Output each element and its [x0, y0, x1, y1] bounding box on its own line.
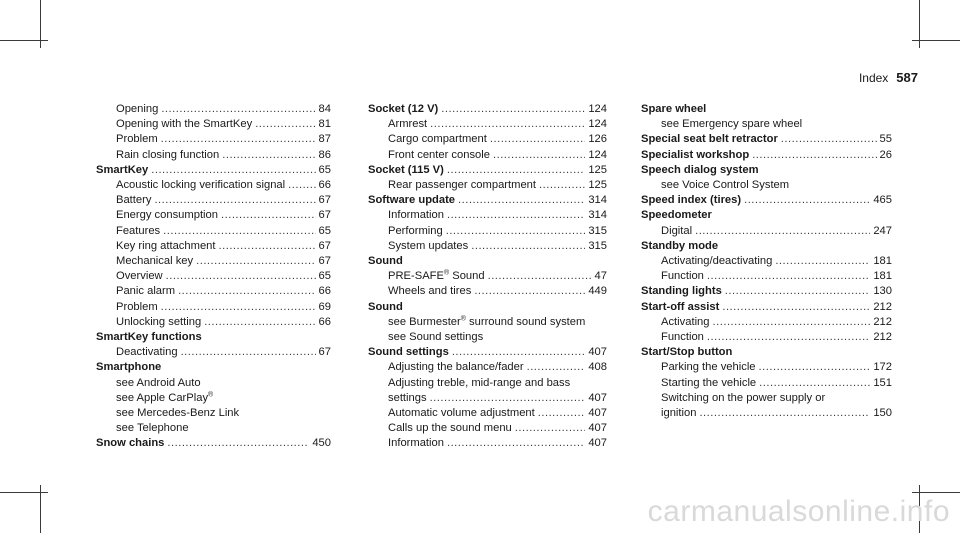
page-ref[interactable]: 407: [588, 422, 607, 435]
index-subentry: [368, 330, 607, 345]
index-subentry: [641, 391, 892, 406]
dot-leader: [759, 376, 870, 391]
page-number: 587: [896, 70, 918, 85]
index-subentry: [641, 224, 892, 239]
dot-leader: [255, 117, 315, 132]
entry-text: Sound settings: [368, 346, 449, 359]
entry-text: Cargo compartment: [388, 133, 487, 146]
entry-text: Special seat belt retractor: [641, 133, 778, 146]
entry-text: Switching on the power supply or: [661, 391, 826, 404]
index-subentry: [368, 132, 607, 147]
entry-text: Overview: [116, 270, 163, 283]
index-subentry: [368, 391, 607, 406]
index-subentry: [368, 406, 607, 421]
entry-text: Unlocking setting: [116, 315, 202, 328]
index-entry: [368, 345, 607, 360]
index-entry: [641, 132, 892, 147]
dot-leader: [474, 284, 585, 299]
page-ref[interactable]: 407: [588, 437, 607, 450]
page-ref[interactable]: 66: [318, 179, 331, 192]
index-subentry: [368, 315, 607, 330]
crop-mark: [912, 492, 960, 493]
dot-leader: [167, 436, 309, 451]
dot-leader: [471, 239, 585, 254]
dot-leader: [775, 254, 870, 269]
index-entry: [641, 102, 892, 117]
index-entry: [96, 163, 331, 178]
page-ref[interactable]: 150: [873, 407, 892, 420]
page-ref[interactable]: 67: [318, 255, 331, 268]
index-subentry: [96, 193, 331, 208]
entry-text: Software update: [368, 194, 456, 207]
entry-text: Sound: [368, 300, 403, 313]
page-ref[interactable]: 125: [588, 179, 607, 192]
index-subentry: [641, 178, 892, 193]
entry-text: Information: [388, 209, 444, 222]
entry-text: Activating: [661, 315, 710, 328]
index-subentry: [368, 376, 607, 391]
entry-text: see Mercedes-Benz Link: [116, 407, 240, 420]
dot-leader: [699, 406, 870, 421]
page-ref[interactable]: 66: [318, 315, 331, 328]
page-ref[interactable]: 86: [318, 148, 331, 161]
page-ref[interactable]: 67: [318, 239, 331, 252]
page-header: [859, 70, 918, 85]
entry-text: Function: [661, 270, 704, 283]
page-ref[interactable]: 125: [588, 163, 607, 176]
index-subentry: [96, 391, 331, 406]
index-subentry: [96, 376, 331, 391]
page-ref[interactable]: 212: [873, 331, 892, 344]
entry-text: see Apple CarPlay®: [116, 391, 214, 404]
dot-leader: [707, 269, 870, 284]
entry-text: ignition: [661, 407, 697, 420]
dot-leader: [161, 300, 316, 315]
entry-text: Speed index (tires): [641, 194, 742, 207]
index-subentry: [96, 117, 331, 132]
index-subentry: [96, 406, 331, 421]
dot-leader: [219, 239, 316, 254]
dot-leader: [288, 178, 315, 193]
index-subentry: [368, 284, 607, 299]
index-subentry: [368, 208, 607, 223]
page-ref[interactable]: 247: [873, 224, 892, 237]
index-entry: [641, 345, 892, 360]
page-ref[interactable]: 181: [873, 255, 892, 268]
entry-text: Start-off assist: [641, 300, 720, 313]
dot-leader: [515, 421, 586, 436]
dot-leader: [488, 269, 592, 284]
entry-text: Features: [116, 224, 161, 237]
index-subentry: [368, 117, 607, 132]
dot-leader: [452, 345, 586, 360]
dot-leader: [204, 315, 315, 330]
page-ref[interactable]: 81: [318, 118, 331, 131]
entry-text: Information: [388, 437, 444, 450]
entry-text: Calls up the sound menu: [388, 422, 512, 435]
index-entry: [368, 102, 607, 117]
page-ref[interactable]: 67: [318, 209, 331, 222]
dot-leader: [725, 284, 871, 299]
page-ref[interactable]: 69: [318, 300, 331, 313]
entry-text: System updates: [388, 239, 469, 252]
dot-leader: [707, 330, 870, 345]
entry-text: Spare wheel: [641, 103, 707, 115]
dot-leader: [430, 117, 585, 132]
dot-leader: [447, 208, 585, 223]
dot-leader: [154, 193, 315, 208]
entry-text: Standby mode: [641, 239, 719, 252]
index-column-3: [641, 102, 892, 421]
entry-text: Speech dialog system: [641, 163, 759, 176]
dot-leader: [781, 132, 877, 147]
index-subentry: [641, 117, 892, 132]
entry-text: Start/Stop button: [641, 346, 733, 359]
page-ref[interactable]: 124: [588, 103, 607, 115]
index-subentry: [96, 132, 331, 147]
dot-leader: [695, 224, 870, 239]
entry-text: Deactivating: [116, 346, 178, 359]
index-subentry: [96, 300, 331, 315]
dot-leader: [744, 193, 870, 208]
entry-text: Problem: [116, 300, 158, 313]
entry-text: Panic alarm: [116, 285, 176, 298]
index-subentry: [641, 376, 892, 391]
index-subentry: [96, 148, 331, 163]
entry-text: Function: [661, 331, 704, 344]
index-subentry: [96, 239, 331, 254]
entry-text: Opening with the SmartKey: [116, 118, 253, 131]
index-subentry: [96, 284, 331, 299]
entry-text: see Telephone: [116, 422, 189, 435]
entry-text: Standing lights: [641, 285, 722, 298]
index-subentry: [368, 178, 607, 193]
dot-leader: [490, 132, 585, 147]
entry-text: Performing: [388, 224, 443, 237]
index-subentry: [96, 224, 331, 239]
entry-text: Mechanical key: [116, 255, 194, 268]
entry-text: Armrest: [388, 118, 428, 131]
index-entry: [641, 208, 892, 223]
entry-text: Adjusting the balance/fader: [388, 361, 524, 374]
page-ref[interactable]: 465: [873, 194, 892, 207]
page-ref[interactable]: 181: [873, 270, 892, 283]
dot-leader: [151, 163, 315, 178]
index-entry: [641, 193, 892, 208]
index-subentry: [368, 421, 607, 436]
index-subentry: [368, 239, 607, 254]
page-ref[interactable]: 126: [588, 133, 607, 146]
index-entry: [641, 148, 892, 163]
index-column-2: [368, 102, 607, 452]
index-subentry: [96, 269, 331, 284]
entry-text: Rain closing function: [116, 148, 220, 161]
entry-text: settings: [388, 391, 427, 404]
crop-mark: [912, 40, 960, 41]
page-ref[interactable]: 315: [588, 239, 607, 252]
page-ref[interactable]: 151: [873, 376, 892, 389]
dot-leader: [166, 269, 316, 284]
entry-text: Automatic volume adjustment: [388, 407, 535, 420]
page-ref[interactable]: 315: [588, 224, 607, 237]
watermark: carmanualsonline.info: [647, 495, 950, 528]
index-entry: [96, 360, 331, 375]
entry-text: Front center console: [388, 148, 490, 161]
entry-text: Key ring attachment: [116, 239, 216, 252]
index-subentry: [641, 330, 892, 345]
dot-leader: [178, 284, 315, 299]
entry-text: Activating/deactivating: [661, 255, 773, 268]
entry-text: see Voice Control System: [661, 179, 790, 192]
page-ref[interactable]: 87: [318, 133, 331, 146]
entry-text: Adjusting treble, mid-range and bass: [388, 376, 571, 389]
entry-text: Smartphone: [96, 361, 162, 374]
dot-leader: [752, 148, 876, 163]
index-entry: [96, 330, 331, 345]
entry-text: Battery: [116, 194, 152, 207]
dot-leader: [161, 102, 315, 117]
entry-text: Speedometer: [641, 209, 712, 222]
dot-leader: [447, 436, 585, 451]
dot-leader: [161, 132, 316, 147]
index-subentry: [96, 254, 331, 269]
index-subentry: [96, 102, 331, 117]
index-entry: [641, 300, 892, 315]
dot-leader: [430, 391, 586, 406]
entry-text: PRE-SAFE® Sound: [388, 269, 485, 283]
page-ref[interactable]: 66: [318, 285, 331, 298]
page-ref[interactable]: 408: [588, 361, 607, 374]
dot-leader: [441, 102, 585, 117]
index-entry: [368, 254, 607, 269]
entry-text: Acoustic locking verification signal: [116, 179, 286, 192]
page-ref[interactable]: 212: [873, 315, 892, 328]
index-subentry: [641, 254, 892, 269]
entry-text: Opening: [116, 103, 159, 115]
index-subentry: [368, 148, 607, 163]
index-subentry: [96, 315, 331, 330]
page-ref[interactable]: 450: [312, 437, 331, 450]
page-ref[interactable]: 407: [588, 346, 607, 359]
page-ref[interactable]: 67: [318, 194, 331, 207]
entry-text: Wheels and tires: [388, 285, 472, 298]
header-label: Index: [858, 71, 889, 85]
dot-leader: [539, 178, 585, 193]
page-ref[interactable]: 84: [318, 103, 331, 115]
dot-leader: [527, 360, 586, 375]
entry-text: see Sound settings: [388, 331, 484, 344]
dot-leader: [222, 148, 315, 163]
page-ref[interactable]: 65: [318, 163, 331, 176]
entry-text: Specialist workshop: [641, 148, 750, 161]
page-ref[interactable]: 314: [588, 209, 607, 222]
index-entry: [641, 284, 892, 299]
entry-text: Parking the vehicle: [661, 361, 756, 374]
dot-leader: [493, 148, 585, 163]
crop-mark: [0, 40, 48, 41]
index-subentry: [368, 224, 607, 239]
dot-leader: [447, 163, 585, 178]
index-subentry: [641, 269, 892, 284]
page-ref[interactable]: 449: [588, 285, 607, 298]
page-ref[interactable]: 124: [588, 118, 607, 131]
index-entry: [641, 163, 892, 178]
page-ref[interactable]: 67: [318, 346, 331, 359]
page-ref[interactable]: 407: [588, 391, 607, 404]
index-subentry: [96, 178, 331, 193]
entry-text: Socket (12 V): [368, 103, 439, 115]
entry-text: see Android Auto: [116, 376, 201, 389]
index-entry: [368, 193, 607, 208]
index-subentry: [96, 421, 331, 436]
dot-leader: [713, 315, 871, 330]
page-ref[interactable]: 407: [588, 407, 607, 420]
page-ref[interactable]: 47: [594, 270, 607, 283]
entry-text: see Burmester® surround sound system: [388, 315, 586, 328]
dot-leader: [196, 254, 315, 269]
index-subentry: [368, 360, 607, 375]
entry-text: Energy consumption: [116, 209, 218, 222]
page-ref[interactable]: 26: [879, 148, 892, 161]
page-ref[interactable]: 314: [588, 194, 607, 207]
entry-text: see Emergency spare wheel: [661, 118, 803, 131]
dot-leader: [163, 224, 315, 239]
index-entry: [368, 163, 607, 178]
dot-leader: [458, 193, 585, 208]
page-ref[interactable]: 65: [318, 224, 331, 237]
entry-text: Snow chains: [96, 437, 165, 450]
index-entry: [641, 239, 892, 254]
dot-leader: [221, 208, 316, 223]
index-subentry: [96, 345, 331, 360]
index-entry: [368, 300, 607, 315]
index-subentry: [368, 436, 607, 451]
page-ref[interactable]: 212: [873, 300, 892, 313]
index-column-1: [96, 102, 331, 452]
dot-leader: [538, 406, 586, 421]
crop-mark: [0, 492, 48, 493]
page-ref[interactable]: 172: [873, 361, 892, 374]
entry-text: SmartKey: [96, 163, 149, 176]
dot-leader: [722, 300, 870, 315]
entry-text: Sound: [368, 255, 403, 268]
index-entry: [96, 436, 331, 451]
entry-text: SmartKey functions: [96, 331, 202, 344]
dot-leader: [446, 224, 586, 239]
entry-text: Socket (115 V): [368, 163, 444, 176]
page-ref[interactable]: 124: [588, 148, 607, 161]
entry-text: Starting the vehicle: [661, 376, 757, 389]
index-subentry: [368, 269, 607, 284]
page-ref[interactable]: 55: [879, 133, 892, 146]
index-subentry: [641, 315, 892, 330]
index-subentry: [96, 208, 331, 223]
index-subentry: [641, 360, 892, 375]
page-ref[interactable]: 130: [873, 285, 892, 298]
dot-leader: [759, 360, 871, 375]
entry-text: Problem: [116, 133, 158, 146]
dot-leader: [181, 345, 316, 360]
entry-text: Rear passenger compartment: [388, 179, 536, 192]
page-ref[interactable]: 65: [318, 270, 331, 283]
index-subentry: [641, 406, 892, 421]
entry-text: Digital: [661, 224, 693, 237]
